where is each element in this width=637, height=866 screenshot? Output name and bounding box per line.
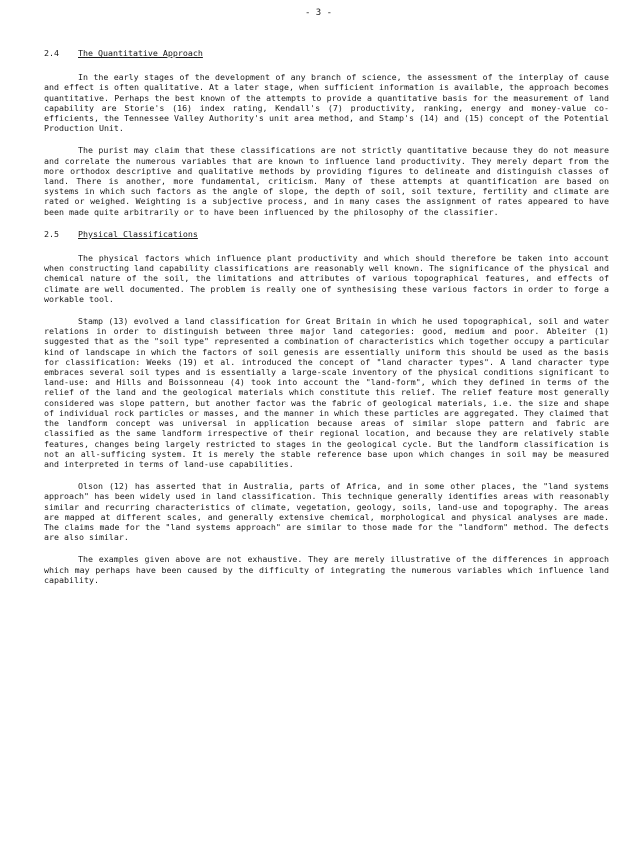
section-heading-physical-classifications [44,229,609,239]
section-title: Physical Classifications [78,228,198,239]
page-number: - 3 - [304,8,333,18]
page-content [44,48,609,597]
section-number: 2.4 [44,48,59,58]
section-title: The Quantitative Approach [78,48,203,58]
paragraph: The physical factors which influence plant productivity and which should therefore be taken into account when constructing land capability classifications are reasonably well known. The significance of the physical and chemical nature of the soil, the limitations and attributes of various topographical features, and effects of climate are well documented. The problem is really one of synthesising these various factors in order to forge a workable tool. [44,253,609,304]
section-number: 2.5 [44,228,59,239]
section-heading-quantitative-approach [44,48,609,58]
paragraph: Olson (12) has asserted that in Australia, parts of Africa, and in some other places, the "land systems approach" has been widely used in land classification. This technique generally identifies areas with reasonably similar and recurring characteristics of climate, vegetation, geology, soils, land-use and topography. The areas are mapped at different scales, and generally extensive chemical, morphological and physical analyses are made. The claims made for the "land systems approach" are similar to those made for the "landform" method. The defects are also similar. [44,481,609,543]
paragraph: Stamp (13) evolved a land classification for Great Britain in which he used topographical, soil and water relations in order to distinguish between three major land categories: good, medium and poor. Ableiter (1) suggested that as the "soil type" represented a combination of characteristics which together occupy a particular kind of landscape in which the factors of soil genesis are essentially uniform this should be used as the basis for classification: Weeks (19) et al. introduced the concept of "land character types". A land character type embraces several soil types and is essentially a large-scale inventory of the physical conditions significant to land-use: and Hills and Boissonneau (4) took into account the "land-form", which they defined in terms of the relief of the land and the geological materials which constitute this relief. The relief feature most generally considered was slope pattern, but another factor was the fabric of geological materials, i.e. the size and shape of individual rock particles or masses, and the manner in which these particles are aggregated. They claimed that the landform concept was universal in application because areas of similar slope pattern and fabric are classified as the same landform irrespective of their regional location, and because they are relatively stable features, changes being largely restricted to stages in the geological cycle. But the landform classification is not an all-sufficing system. It is merely the stable reference base upon which changes in soil may be measured and interpreted in terms of land-use capabilities. [44,316,609,469]
paragraph: The examples given above are not exhaustive. They are merely illustrative of the differences in approach which may perhaps have been caused by the difficulty of integrating the numerous variables which influence land capability. [44,554,609,585]
paragraph: The purist may claim that these classifications are not strictly quantitative because they do not measure and correlate the numerous variables that are known to influence land productivity. They merely depart from the more orthodox descriptive and qualitative methods by providing figures to delineate and distinguish classes of land. There is another, more fundamental, criticism. Many of these attempts at quantification are based on systems in which such factors as the angle of slope, the depth of soil, soil texture, fertility and climate are rated or weighed. Weighting is a subjective process, and in many cases the assignment of rates appeared to have been made quite arbitrarily or to have been influenced by the philosophy of the classifier. [44,145,609,217]
paragraph: In the early stages of the development of any branch of science, the assessment of the interplay of cause and effect is often qualitative. At a later stage, when sufficient information is available, the approach becomes quantitative. Perhaps the best known of the attempts to provide a quantitative basis for the measurement of land capability are Storie's (16) index rating, Kendall's (7) productivity, ranking, energy and money-value co-efficients, the Tennessee Valley Authority's unit area method, and Stamp's (14) and (15) concept of the Potential Production Unit. [44,72,609,134]
